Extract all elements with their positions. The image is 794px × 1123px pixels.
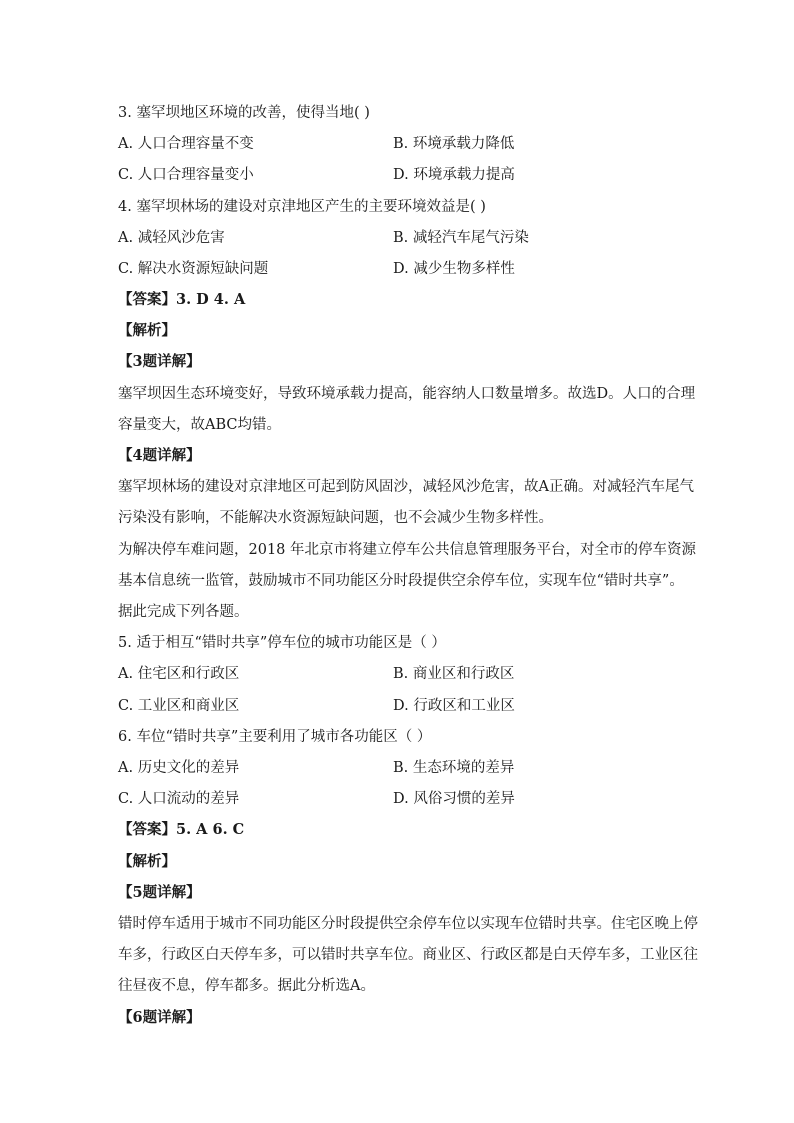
question-4-option-a: A. 减轻风沙危害 [118,230,225,246]
question-6-stem: 6. 车位“错时共享”主要利用了城市各功能区（ ） [118,729,432,745]
question-3-option-a: A. 人口合理容量不变 [118,136,254,152]
question-6-option-d: D. 风俗习惯的差异 [393,791,515,807]
detail-4-heading: 【4题详解】 [118,447,201,464]
question-5-stem: 5. 适于相互“错时共享”停车位的城市功能区是（ ） [118,635,446,651]
question-3-options-row-1 [118,135,678,153]
answer-5-6: 【答案】5. A 6. C [118,821,245,838]
detail-3-line-2: 容量变大，故ABC均错。 [118,417,281,433]
question-5-option-c: C. 工业区和商业区 [118,698,240,714]
question-3-options-row-2 [118,166,678,184]
question-5-option-d: D. 行政区和工业区 [393,698,515,714]
question-6-option-c: C. 人口流动的差异 [118,791,240,807]
detail-6-heading: 【6题详解】 [118,1009,201,1026]
detail-4-line-1: 塞罕坝林场的建设对京津地区可起到防风固沙，减轻风沙危害，故A正确。对减轻汽车尾气 [118,479,694,495]
question-3-stem: 3. 塞罕坝地区环境的改善，使得当地( ) [118,105,370,121]
question-4-option-d: D. 减少生物多样性 [393,261,515,277]
question-3-option-b: B. 环境承载力降低 [393,136,515,152]
analysis-heading-1: 【解析】 [118,322,176,339]
passage-line-2: 基本信息统一监管，鼓励城市不同功能区分时段提供空余停车位，实现车位“错时共享”。 [118,573,684,589]
analysis-heading-2: 【解析】 [118,853,176,870]
question-3-option-d: D. 环境承载力提高 [393,167,515,183]
question-6-option-a: A. 历史文化的差异 [118,760,240,776]
detail-3-heading: 【3题详解】 [118,353,201,370]
answer-3-4: 【答案】3. D 4. A [118,291,246,308]
question-5-option-b: B. 商业区和行政区 [393,666,515,682]
question-5-options-row-1 [118,665,678,683]
question-4-stem: 4. 塞罕坝林场的建设对京津地区产生的主要环境效益是( ) [118,199,486,215]
question-6-options-row-2 [118,790,678,808]
question-3-option-c: C. 人口合理容量变小 [118,167,254,183]
question-6-option-b: B. 生态环境的差异 [393,760,515,776]
question-4-option-c: C. 解决水资源短缺问题 [118,261,269,277]
question-6-options-row-1 [118,759,678,777]
detail-5-heading: 【5题详解】 [118,884,201,901]
question-4-option-b: B. 减轻汽车尾气污染 [393,230,529,246]
detail-5-line-1: 错时停车适用于城市不同功能区分时段提供空余停车位以实现车位错时共享。住宅区晚上停 [118,916,698,932]
detail-5-line-2: 车多，行政区白天停车多，可以错时共享车位。商业区、行政区都是白天停车多，工业区往 [118,947,698,963]
question-4-options-row-2 [118,260,678,278]
question-5-options-row-2 [118,697,678,715]
question-5-option-a: A. 住宅区和行政区 [118,666,240,682]
detail-3-line-1: 塞罕坝因生态环境变好，导致环境承载力提高，能容纳人口数量增多。故选D。人口的合理 [118,386,696,402]
detail-4-line-2: 污染没有影响，不能解决水资源短缺问题，也不会减少生物多样性。 [118,510,553,526]
question-4-options-row-1 [118,229,678,247]
passage-line-1: 为解决停车难问题，2018 年北京市将建立停车公共信息管理服务平台，对全市的停车资源 [118,542,697,558]
passage-line-3: 据此完成下列各题。 [118,604,249,620]
detail-5-line-3: 往昼夜不息，停车都多。据此分析选A。 [118,978,375,994]
